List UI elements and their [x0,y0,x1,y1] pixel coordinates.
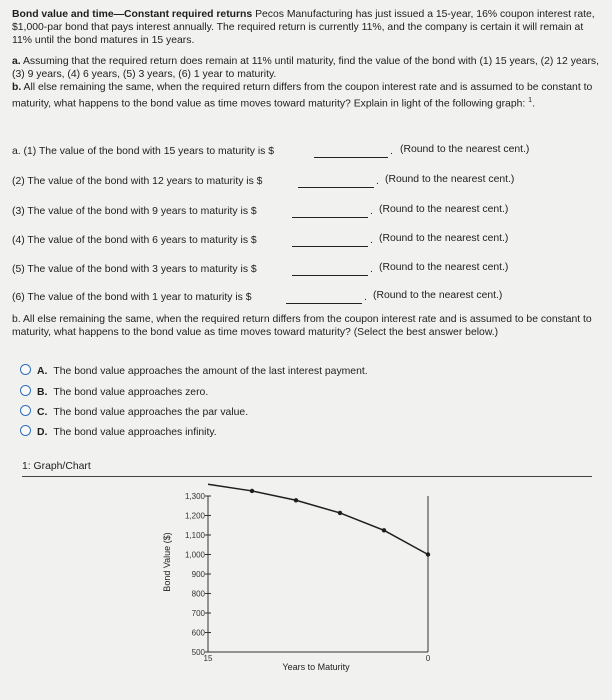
radio-button[interactable] [20,364,31,375]
question-row: (5) The value of the bond with 3 years to maturity is $ . (Round to the nearest cent.) [12,262,509,275]
question-row: (6) The value of the bond with 1 year to maturity is $ . (Round to the nearest cent.) [12,290,503,303]
question-text: (2) The value of the bond with 12 years to maturity is $ [12,176,263,187]
option-a[interactable]: A. The bond value approaches the amount of the last interest payment. [20,364,368,377]
y-tick-label: 900 [191,570,205,579]
round-instruction: (Round to the nearest cent.) [400,144,530,155]
part-b-question: b. All else remaining the same, when the required return differs from the coupon interest rate and is assumed to be constant to maturity, what happens to the bond value as time moves toward maturity? (Select the best answer below.) [12,314,592,338]
question-row: (4) The value of the bond with 6 years to maturity is $ . (Round to the nearest cent.) [12,233,509,246]
round-instruction: (Round to the nearest cent.) [373,290,503,301]
round-instruction: (Round to the nearest cent.) [379,262,509,273]
y-tick-label: 1,200 [184,511,205,521]
y-tick-label: 500 [191,648,205,657]
y-tick-label: 1,300 [184,492,205,501]
question-row: (3) The value of the bond with 9 years to maturity is $ . (Round to the nearest cent.) [12,204,509,217]
chart-axes [208,496,428,652]
bond-value-1-input[interactable] [286,303,362,304]
series-line [208,484,428,554]
question-text: a. (1) The value of the bond with 15 years to maturity is $ [12,146,275,157]
question-text: (4) The value of the bond with 6 years to maturity is $ [12,235,257,246]
radio-button[interactable] [20,425,31,436]
x-axis-label: Years to Maturity [282,662,350,672]
part-b-instructions: b. All else remaining the same, when the required return differs from the coupon interest rate and is assumed to be constant to maturity, what happens to the bond value as time moves toward maturity? Explain in light of the following graph: $^1$. [12,82,593,110]
problem-text: Pecos Manufacturing has just issued a 15-year, 16% coupon interest rate, $1,000-par bond that pays interest annually. The required return is currently 11%, and the company is certain it will remain at 11% until the bond matures in 15 years. [12,9,595,46]
data-point [338,511,342,515]
part-a-instructions: a. Assuming that the required return does remain at 11% until maturity, find the value of the bond with (1) 15 years, (2) 12 years, (3) 9 years, (4) 6 years, (5) 3 years, (6) 1 year to maturity. [12,56,599,80]
option-d[interactable]: D. The bond value approaches infinity. [20,425,217,438]
option-b[interactable]: B. The bond value approaches zero. [20,385,208,398]
chart-series [208,484,430,556]
x-tick-label: 15 [203,654,213,663]
graph-section-label: 1: Graph/Chart [22,461,91,472]
question-text: (6) The value of the bond with 1 year to maturity is $ [12,292,252,303]
bond-value-6-input[interactable] [292,246,368,247]
radio-button[interactable] [20,405,31,416]
radio-button[interactable] [20,385,31,396]
y-tick-label: 800 [191,589,205,599]
data-point [294,498,298,502]
question-text: (3) The value of the bond with 9 years to maturity is $ [12,206,257,217]
data-point [382,528,386,532]
y-axis-ticks [185,492,211,657]
round-instruction: (Round to the nearest cent.) [379,233,509,244]
data-point [250,489,254,493]
question-text: (5) The value of the bond with 3 years to maturity is $ [12,264,257,275]
y-axis-label: Bond Value ($) [162,532,172,592]
round-instruction: (Round to the nearest cent.) [379,204,509,215]
question-row: (2) The value of the bond with 12 years to maturity is $ . (Round to the nearest cent.) [12,174,515,187]
problem-parts [12,55,602,110]
option-c[interactable]: C. The bond value approaches the par value. [20,405,248,418]
bond-value-9-input[interactable] [292,217,368,218]
round-instruction: (Round to the nearest cent.) [385,174,515,185]
problem-title: Bond value and time—Constant required returns [12,9,253,20]
bond-value-12-input[interactable] [298,187,374,188]
data-point [426,552,430,556]
divider [22,476,592,477]
bond-value-chart [0,480,612,700]
y-tick-label: 1,000 [184,550,205,560]
problem-intro [12,8,602,47]
y-tick-label: 600 [191,628,205,638]
y-tick-label: 700 [191,609,205,618]
bond-value-3-input[interactable] [292,275,368,276]
question-row: a. (1) The value of the bond with 15 years to maturity is $ . (Round to the nearest cent.) [12,144,530,157]
x-tick-label: 0 [425,654,431,663]
footnote-marker[interactable]: 1 [528,97,533,104]
bond-value-15-input[interactable] [314,157,388,158]
y-tick-label: 1,100 [184,531,205,540]
